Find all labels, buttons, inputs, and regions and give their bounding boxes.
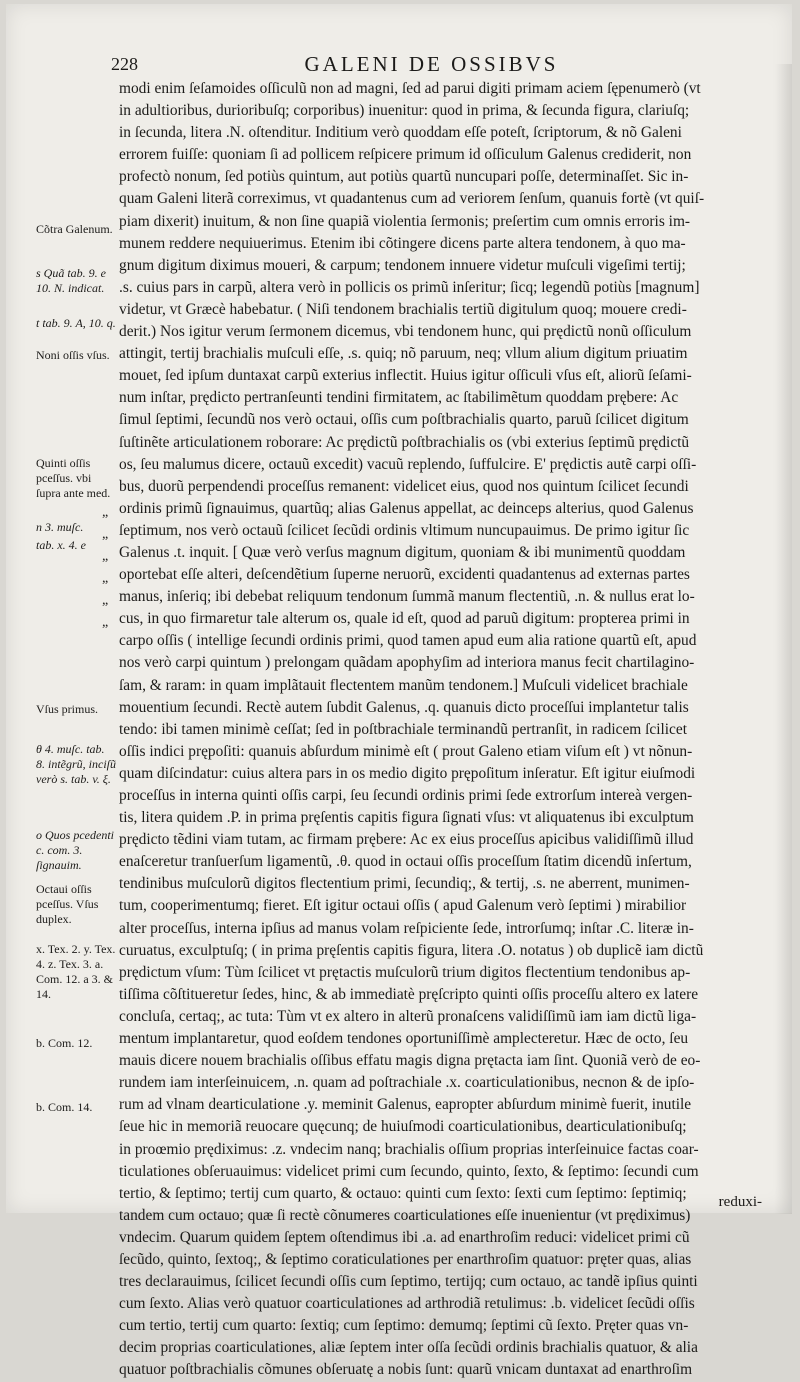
text-line: in proœmio prędiximus: .z. vndecim nanq; brachialis oſſium proprias interſeinuice factas coar- xyxy=(119,1140,699,1158)
text-line: prędicto tẽdini viam tutam, ac firmam prębere: Ac ex eius proceſſus apicibus validiſſimũ illud xyxy=(119,831,694,849)
text-line: manus, inſeriq; ibi debebat reliquum tendonum ſummã manum flectentiũ, .n. & nullus erat lo- xyxy=(119,588,695,606)
text-line: videtur, vt Græcè habebatur. ( Niſi tendonem brachialis tertiũ digitulum quoq; mouere credi- xyxy=(119,300,687,318)
margin-note: Vſus primus. xyxy=(36,702,99,716)
running-head: GALENI DE OSSIBVS xyxy=(304,52,559,76)
text-line: cus, in quo firmaretur tale alterum os, quale id eſt, quod ad paruũ digitum: propterea primi in xyxy=(119,610,690,628)
text-line: ſeue hic in memoriã reuocare quęcunq; de huiuſmodi coarticulationibus, dearticulationibuſq; xyxy=(119,1118,687,1136)
text-line: ſimul ſeptimi, ſecundũ nos verò octaui, oſſis cum poſtbrachialis quarto, paruũ ſcilicet digitum xyxy=(119,411,689,429)
text-line: os, ſeu malumus dicere, octauũ excedit) vacuũ replendo, ſuffulcire. E' prędictis autẽ carpi oſſi- xyxy=(119,455,697,473)
text-line: cum ſexto. Alias verò quatuor coarticulationes ad arthrodiã retulimus: .b. videlicet ſecũdi oſſis xyxy=(119,1295,695,1313)
text-line: tertio, & ſeptimo; tertij cum quarto, & octauo: quinti cum ſexto: ſexti cum ſeptimo: ſeptimiq; xyxy=(119,1184,687,1202)
text-line: cum tertio, tertij cum quarto: ſextiq; cum ſeptimo: demumq; ſeptimi cũ ſexto. Pręter quas vn- xyxy=(119,1317,689,1335)
text-line: ordinis primũ ſignauimus, quartũq; alias Galenus appellat, ac deinceps alterius, quod Galenus xyxy=(119,499,694,517)
text-line: carpo oſſis ( intellige ſecundi ordinis primi, quod tamen apud eum alia ratione quartũ eſt, apud xyxy=(119,632,697,650)
quote-mark: „ xyxy=(102,549,109,564)
text-line: ticulationes obſeruauimus: videlicet primi cum ſecundo, quinto, ſexto, & ſeptimo: ſecundi cum xyxy=(119,1162,699,1180)
text-line: attingit, tertij brachialis muſculi eſſe, .s. quiq; nõ paruum, neq; vllum alium digitum priuatim xyxy=(119,345,688,363)
text-line: decim proprias coarticulationes, aliæ ſeptem inter oſſa ſecũdi ordinis brachialis quatuor, & alia xyxy=(119,1339,698,1357)
margin-note: b. Com. 12. xyxy=(36,1036,93,1050)
book-page xyxy=(6,4,792,1379)
margin-notes xyxy=(6,4,116,1213)
margin-note: t tab. 9. A, 10. q. xyxy=(36,316,116,330)
text-line: vndecim. Quarum quidem ſeptem oſtendimus ibi .a. ad enarthroſim reduci: videlicet primi cũ xyxy=(119,1228,690,1246)
text-line: rundem iam interſeinuicem, .n. quam ad poſtrachiale .x. coarticulationibus, necnon & de ipſo- xyxy=(119,1074,695,1092)
text-line: quam diſcindatur: cuius altera pars in os medio digito prępoſitum inſeratur. Eſt igitur eiuſmodi xyxy=(119,764,696,782)
text-line: prędictum vſum: Tùm ſcilicet vt prętactis muſculorũ trium digitos flectentium tendonibus ap- xyxy=(119,963,691,981)
text-line: derit.) Nos igitur verum ſermonem dicemus, vbi tendonem hunc, qui prędictũ nonũ oſſiculum xyxy=(119,323,692,341)
quote-mark: „ xyxy=(102,571,109,586)
quote-marks xyxy=(102,502,108,634)
text-line: in ſecunda, litera .N. oſtenditur. Inditium verò quoddam eſſe poteſt, ſcriptorum, & nõ Galeni xyxy=(119,124,682,142)
margin-note: tab. x. 4. e xyxy=(36,538,86,552)
text-line: mouentium ſecundi. Rectè autem ſubdit Galenus, .q. quanuis dicto proceſſui implantetur talis xyxy=(119,698,689,716)
text-line: quatuor poſtbrachialis cõmunes obſeruatę a nobis ſunt: quarũ vnicam duntaxat ad enarthroſim xyxy=(119,1361,693,1379)
text-line: ſuſtinẽte articulationem roborare: Ac prędictũ poſtbrachialis os (vbi exterius ſeptimũ prędictũ xyxy=(119,433,690,451)
margin-note: o Quos pcedenti c. com. 3. ſignauim. xyxy=(36,828,114,872)
text-line: bus, duorũ perpendendi proceſſus remanent: videlicet eius, quod nos quintum ſcilicet ſecundi xyxy=(119,477,689,495)
text-line: oportebat eſſe alteri, deſcendẽtium ſuperne neruorũ, excidenti quadantenus ad externas partes xyxy=(119,566,690,584)
quote-mark: „ xyxy=(102,505,109,520)
text-line: num inſtar, prędicto pertranſeunti tendini firmitatem, ac ſtabilimẽtum quoddam prębere: Ac xyxy=(119,389,679,407)
text-line: piam dixerit) inuitum, & non ſine quapiã violentia ſermonis; preſertim cum omnis erroris im- xyxy=(119,212,691,230)
quote-mark: „ xyxy=(102,593,109,608)
text-line: errorem fuiſſe: quoniam ſi ad pollicem reſpicere primum id oſſiculum Galenus crediderit, non xyxy=(119,146,692,164)
margin-note: x. Tex. 2. y. Tex. 4. z. Tex. 3. a. Com. 12. a 3. & 14. xyxy=(36,942,116,1001)
catchword: reduxi- xyxy=(718,1194,762,1210)
text-line: ſam, & raram: in quam implãtauit flectentem manũm tendonem.] Muſculi videlicet brachiale xyxy=(119,676,688,694)
body-text xyxy=(119,78,761,1382)
text-line: gnum digitum diximus moueri, & carpum; tendonem innuere videtur muſculi vigeſimi tertij; xyxy=(119,256,686,274)
text-line: proceſſus in interna quinti oſſis carpi, ſeu ſecundi ordinis primi ſede extrorſum intereà vergen- xyxy=(119,787,693,804)
text-line: enaſceretur tranſuerſum ligamentũ, .θ. quod in octaui oſſis proceſſum ſtatim dicendũ inſertum, xyxy=(119,853,692,871)
margin-note: Quinti oſſis pceſſus. vbi ſupra ante med. xyxy=(36,456,111,500)
text-line: tres declarauimus, ſcilicet ſecundi oſſis cum ſeptimo, tertijq; cum octauo, ac tandẽ ipſius quinti xyxy=(119,1273,698,1291)
page-number: 228 xyxy=(111,54,138,74)
text-line: Galenus .t. inquit. [ Quæ verò verſus magnum digitum, quoniam & ibi munimentũ quoddam xyxy=(119,543,686,561)
quote-mark: „ xyxy=(102,615,109,630)
text-line: tandem cum octauo; quæ ſi rectè cõnumeres coarticulationes eſſe inuenientur (vt prędiximus) xyxy=(119,1206,691,1224)
text-line: munem reddere nequiuerimus. Etenim ibi cõtingere dicens parte altera tendonem, à quo ma- xyxy=(119,234,686,252)
margin-note: n 3. muſc. xyxy=(36,520,84,534)
text-line: tendo: ibi tamen minimè ceſſat; ſed in poſtbrachiale terminandũ pertranſit, in radicem ſcilicet xyxy=(119,720,687,738)
text-line: ſeptimum, nos verò octauũ ſcilicet ſecũdi ordinis vltimum nuncupauimus. De primo igitur ſic xyxy=(119,521,690,539)
text-line: tendinibus muſculorũ digitos flectentium primi, ſecundiq;, & tertij, .s. ne aberrent, munimen- xyxy=(119,875,690,893)
quote-mark: „ xyxy=(102,527,109,542)
margin-note: b. Com. 14. xyxy=(36,1100,93,1114)
margin-note: Cõtra Galenum. xyxy=(36,222,113,236)
text-line: profectò nonum, ſed potiùs quintum, aut potiùs quartũ nuncupari poſſe, determinaſſet. Sic in- xyxy=(119,168,689,186)
page-edge-shadow xyxy=(774,64,792,1214)
text-line: curuatus, exculptuſq; ( in prima pręſentis capitis figura, litera .O. notatus ) ob duplicẽ iam dictũ xyxy=(119,941,704,959)
margin-note: θ 4. muſc. tab. 8. intẽgrũ, inciſũ verò s. tab. v. ξ. xyxy=(36,742,116,786)
text-line: rum ad vlnam dearticulatione .y. meminit Galenus, eapropter abſurdum minimè fuerit, inutile xyxy=(119,1096,692,1114)
text-line: quam Galeni literã correximus, vt quadantenus cum ad veriorem ſenſum, quanuis fortè (vt quiſ- xyxy=(119,190,705,208)
text-line: mauis dicere nouem brachialis oſſibus effatu magis digna prętacta iam ſint. Quoniã verò de eo- xyxy=(119,1052,701,1070)
margin-note: s Quã tab. 9. e 10. N. indicat. xyxy=(36,266,106,295)
margin-note: Octaui oſſis pceſſus. Vſus duplex. xyxy=(36,882,99,926)
text-line: .s. cuius pars in carpũ, altera verò in pollicis os primũ inſeritur; ſicq; legendũ potiùs [magnum] xyxy=(119,278,700,296)
text-line: ſecũdo, quinto, ſextoq;, & ſeptimo coraticulationes per enarthroſim quatuor: pręter quas, alias xyxy=(119,1250,692,1268)
text-line: mouet, ſed ipſum duntaxat carpũ exterius inflectit. Huius igitur oſſiculi vſus eſt, aliorũ ſeſami- xyxy=(119,367,692,385)
text-line: mentum implantaretur, quod eoſdem tendones oportuniſſimè amplecteretur. Hæc de octo, ſeu xyxy=(119,1030,689,1048)
text-line: tis, litera quidem .P. in prima pręſentis capitis figura ſignati vſus: vt aliquatenus ibi exculptum xyxy=(119,809,694,827)
text-line: tiſſima cõſtitueretur ſedes, hinc, & ab immediatè pręſcripto quinti oſſis proceſſu altero ex latere xyxy=(119,985,699,1003)
text-line: tum, cooperimentumq; fieret. Eſt igitur octaui oſſis ( apud Galenum verò ſeptimi ) mirabilior xyxy=(119,897,687,915)
text-line: modi enim ſeſamoides oſſiculũ non ad magni, ſed ad parui digiti primam aciem ſępenumerò (vt xyxy=(119,80,701,97)
text-line: alter proceſſus, interna ipſius ad manus volam reſpiciente ſede, introrſumq; inſtar .C. literæ in- xyxy=(119,919,694,937)
text-line: oſſis indici prępoſiti: quanuis abſurdum minimè eſt ( prout Galeno etiam viſum eſt ) vt nõnun- xyxy=(119,742,693,760)
text-line: concluſa, certaq;, ac tuta: Tùm vt ex altero in alterũ pronaſcens validiſſimũ iam iam dictũ liga- xyxy=(119,1007,697,1025)
text-line: nos verò carpi quintum ) prelongam quãdam apophyſim ad interiora manus fecit chartilagino- xyxy=(119,654,695,672)
margin-note: Noni oſſis vſus. xyxy=(36,348,110,362)
text-line: in adultioribus, durioribuſq; corporibus) inuenitur: quod in prima, & ſecunda figura, clariuſq; xyxy=(119,102,690,120)
